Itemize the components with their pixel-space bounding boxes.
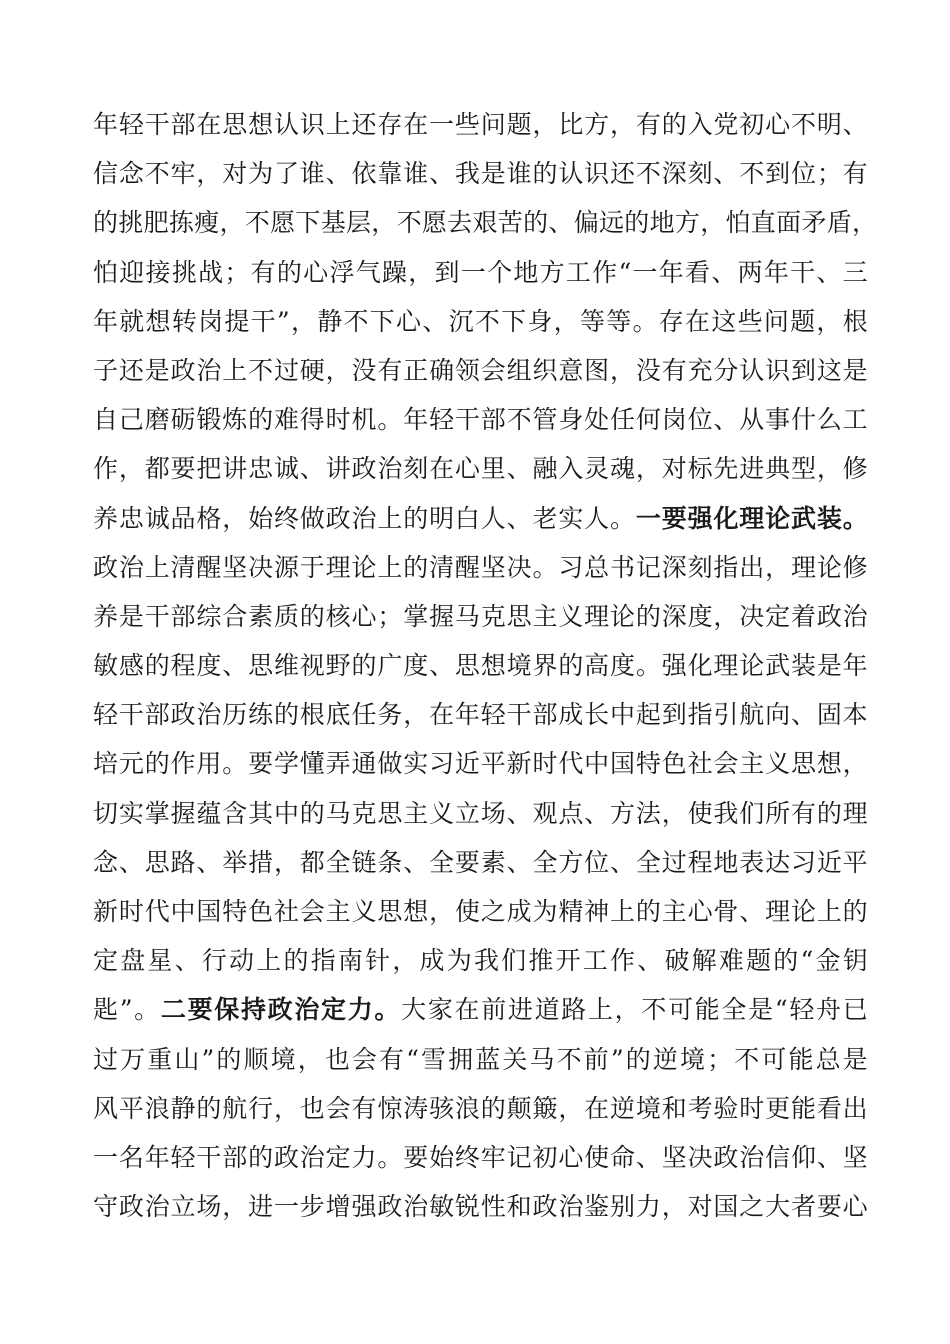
- text-line: 敏感的程度、思维视野的广度、思想境界的高度。强化理论武装是年: [93, 651, 868, 681]
- text-line: 的挑肥拣瘦，不愿下基层，不愿去艰苦的、偏远的地方，怕直面矛盾，: [93, 208, 878, 238]
- text-line: 培元的作用。要学懂弄通做实习近平新时代中国特色社会主义思想，: [93, 749, 868, 779]
- body-text: [93, 100, 878, 1231]
- text-line-with-heading: [93, 494, 868, 543]
- section-heading-1: 一要强化理论武装。: [635, 503, 869, 533]
- text-line: 自己磨砺锻炼的难得时机。年轻干部不管身处任何岗位、从事什么工: [93, 405, 868, 435]
- text-line: 风平浪静的航行，也会有惊涛骇浪的颠簸，在逆境和考验时更能看出: [93, 1093, 868, 1123]
- text-line: 作，都要把讲忠诚、讲政治刻在心里、融入灵魂，对标先进典型，修: [93, 454, 868, 484]
- text-line: 养是干部综合素质的核心；掌握马克思主义理论的深度，决定着政治: [93, 601, 868, 631]
- text-line: 新时代中国特色社会主义思想，使之成为精神上的主心骨、理论上的: [93, 897, 868, 926]
- text-line: 守政治立场，进一步增强政治敏锐性和政治鉴别力，对国之大者要心: [93, 1192, 868, 1222]
- text-line: 年就想转岗提干”，静不下心、沉不下身，等等。存在这些问题，根: [93, 306, 868, 336]
- text-line: 切实掌握蕴含其中的马克思主义立场、观点、方法，使我们所有的理: [93, 798, 868, 828]
- text-line: 年轻干部在思想认识上还存在一些问题，比方，有的入党初心不明、: [93, 110, 868, 139]
- text-line: 轻干部政治历练的根底任务，在年轻干部成长中起到指引航向、固本: [93, 700, 868, 730]
- text-line: 定盘星、行动上的指南针，成为我们推开工作、破解难题的“金钥: [93, 946, 868, 976]
- text-segment: 匙”。: [93, 995, 161, 1025]
- text-line: 子还是政治上不过硬，没有正确领会组织意图，没有充分认识到这是: [93, 355, 868, 385]
- text-line: 一名年轻干部的政治定力。要始终牢记初心使命、坚决政治信仰、坚: [93, 1142, 868, 1172]
- text-line: 念、思路、举措，都全链条、全要素、全方位、全过程地表达习近平: [93, 847, 868, 877]
- text-segment: 养忠诚品格，始终做政治上的明白人、老实人。: [93, 503, 636, 533]
- text-line: 信念不牢，对为了谁、依靠谁、我是谁的认识还不深刻、不到位；有: [93, 159, 868, 189]
- text-segment: 大家在前进道路上，不可能全是“轻舟已: [401, 995, 869, 1025]
- section-heading-2: 二要保持政治定力。: [160, 995, 402, 1025]
- text-line-with-heading: [93, 985, 868, 1034]
- text-line: 过万重山”的顺境，也会有“雪拥蓝关马不前”的逆境；不可能总是: [93, 1044, 868, 1074]
- text-line: 政治上清醒坚决源于理论上的清醒坚决。习总书记深刻指出，理论修: [93, 552, 868, 582]
- text-line: 怕迎接挑战；有的心浮气躁，到一个地方工作“一年看、两年干、三: [93, 257, 868, 287]
